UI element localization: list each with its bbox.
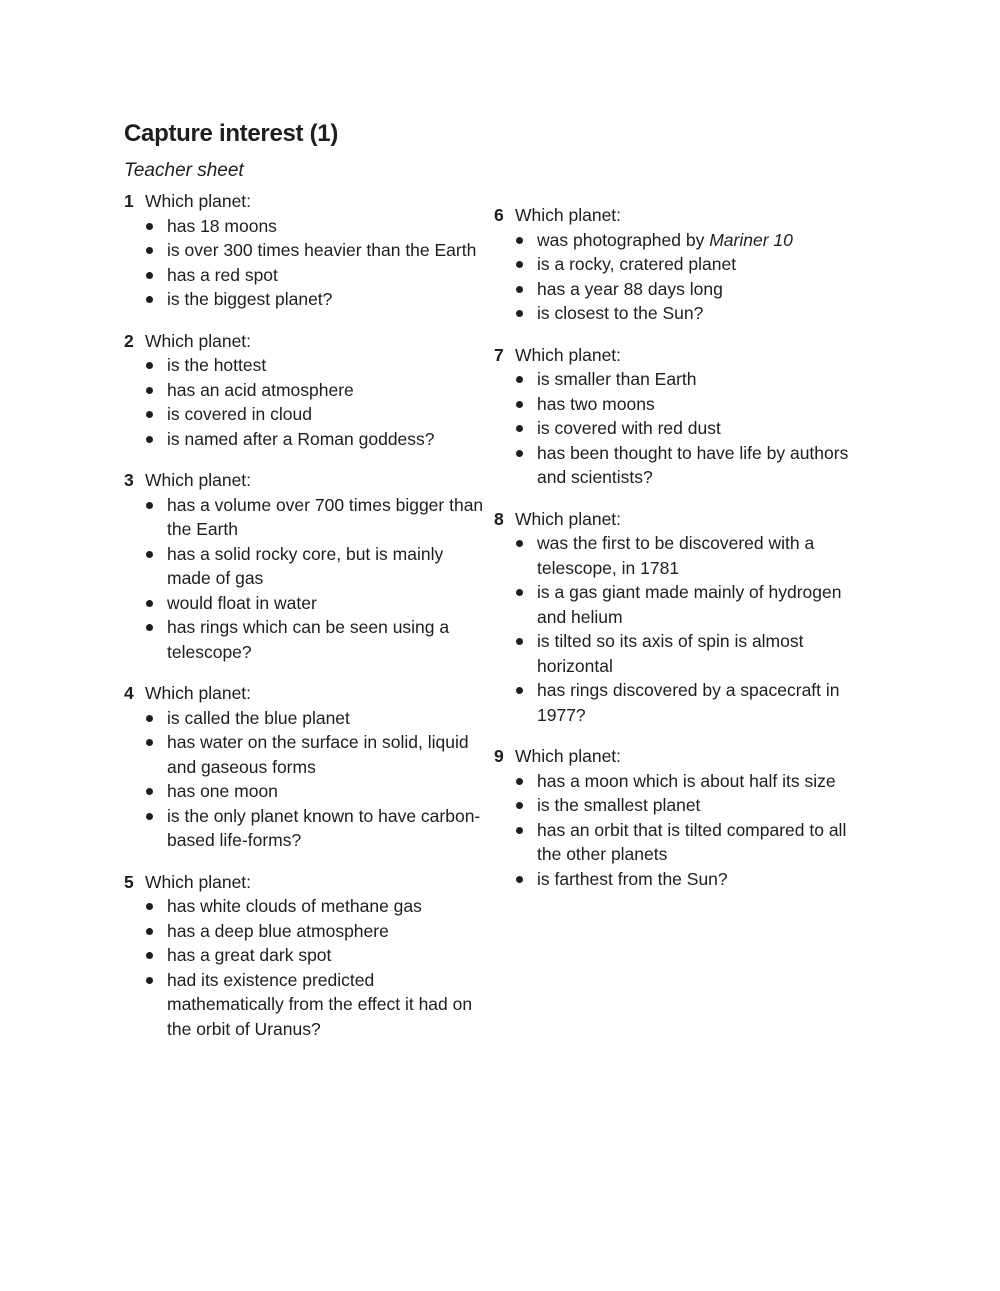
- bullet-text: was the first to be discovered with a telescope, in 1781: [537, 533, 815, 578]
- question-9: [494, 744, 864, 891]
- bullet-item: [124, 706, 484, 731]
- bullet-text: has a moon which is about half its size: [537, 770, 836, 791]
- right-column: [494, 203, 864, 908]
- left-column: [124, 189, 484, 1058]
- question-heading: [124, 870, 484, 895]
- bullet-dot-icon: [516, 237, 523, 244]
- bullet-item: [124, 542, 484, 591]
- bullet-text: is a gas giant made mainly of hydrogen and helium: [537, 582, 842, 627]
- question-heading: [124, 468, 484, 493]
- bullet-dot-icon: [516, 286, 523, 293]
- bullet-text: is over 300 times heavier than the Earth: [167, 240, 477, 260]
- bullet-dot-icon: [516, 261, 523, 268]
- bullet-item: [124, 238, 484, 263]
- bullet-text: has rings discovered by a spacecraft in 1977?: [537, 680, 840, 725]
- bullet-item: [494, 818, 864, 867]
- bullet-dot-icon: [516, 638, 523, 645]
- bullet-dot-icon: [516, 687, 523, 694]
- bullet-text: has white clouds of methane gas: [167, 896, 422, 916]
- question-heading: [124, 681, 484, 706]
- bullet-item: [124, 263, 484, 288]
- page-title: Capture interest (1): [124, 120, 339, 147]
- bullet-item: [124, 730, 484, 779]
- bullet-dot-icon: [516, 778, 523, 785]
- bullet-item: [494, 392, 864, 417]
- question-number: 5: [124, 871, 134, 892]
- bullet-item: [494, 367, 864, 392]
- bullet-item: [494, 301, 864, 326]
- bullet-item: [124, 287, 484, 312]
- question-prompt: Which planet:: [515, 205, 622, 225]
- bullet-text: has a volume over 700 times bigger than the Earth: [167, 494, 484, 539]
- question-8: [494, 507, 864, 728]
- bullet-item: [494, 678, 864, 727]
- bullet-dot-icon: [516, 802, 523, 809]
- bullet-list: [494, 531, 864, 727]
- bullet-item: [124, 804, 484, 853]
- bullet-text: is closest to the Sun?: [537, 303, 704, 323]
- question-number: 9: [494, 746, 504, 766]
- question-6: [494, 203, 864, 326]
- question-prompt: Which planet:: [145, 330, 252, 351]
- bullet-text: is a rocky, cratered planet: [537, 254, 737, 274]
- bullet-text: has an acid atmosphere: [167, 379, 354, 400]
- bullet-item: [124, 214, 484, 239]
- bullet-item: [494, 416, 864, 441]
- bullet-dot-icon: [146, 223, 153, 230]
- bullet-dot-icon: [146, 436, 153, 443]
- bullet-item: [494, 277, 864, 302]
- bullet-dot-icon: [146, 739, 153, 746]
- bullet-item: [494, 867, 864, 892]
- bullet-text: has a year 88 days long: [537, 278, 723, 299]
- bullet-list: [124, 894, 484, 1041]
- question-5: [124, 870, 484, 1042]
- bullet-item: [494, 580, 864, 629]
- bullet-dot-icon: [516, 401, 523, 408]
- bullet-item: [124, 402, 484, 427]
- bullet-dot-icon: [516, 540, 523, 547]
- bullet-item: [124, 591, 484, 616]
- bullet-dot-icon: [146, 247, 153, 254]
- bullet-dot-icon: [146, 551, 153, 558]
- bullet-dot-icon: [146, 928, 153, 935]
- bullet-dot-icon: [146, 502, 153, 509]
- bullet-text: is farthest from the Sun?: [537, 868, 728, 889]
- bullet-list: [494, 228, 864, 326]
- bullet-item: [124, 378, 484, 403]
- question-number: 6: [494, 205, 504, 225]
- question-heading: [124, 189, 484, 214]
- bullet-text: has water on the surface in solid, liquid and gaseous forms: [167, 732, 469, 777]
- bullet-text: has a deep blue atmosphere: [167, 920, 389, 941]
- question-prompt: Which planet:: [515, 746, 622, 766]
- bullet-item: [124, 779, 484, 804]
- bullet-dot-icon: [516, 589, 523, 596]
- bullet-item: [494, 629, 864, 678]
- bullet-emphasis: Mariner 10: [709, 229, 793, 250]
- bullet-item: [494, 531, 864, 580]
- bullet-text: is named after a Roman goddess?: [167, 428, 435, 449]
- bullet-text: has one moon: [167, 781, 278, 801]
- question-2: [124, 329, 484, 452]
- bullet-dot-icon: [146, 903, 153, 910]
- bullet-text: has been thought to have life by authors and scientists?: [537, 442, 849, 487]
- page-subtitle: Teacher sheet: [124, 160, 244, 181]
- bullet-text: is the biggest planet?: [167, 289, 333, 309]
- bullet-text: is covered in cloud: [167, 404, 312, 424]
- bullet-text: has a great dark spot: [167, 945, 332, 965]
- bullet-text: had its existence predicted mathematically from the effect it had on the orbit of Uranus?: [167, 969, 473, 1039]
- question-1: [124, 189, 484, 312]
- bullet-item: [494, 252, 864, 277]
- bullet-item: [124, 968, 484, 1042]
- bullet-list: [124, 706, 484, 853]
- question-prompt: Which planet:: [145, 191, 252, 211]
- bullet-item: [494, 441, 864, 490]
- question-prompt: Which planet:: [515, 344, 622, 365]
- bullet-dot-icon: [146, 362, 153, 369]
- bullet-dot-icon: [146, 387, 153, 394]
- bullet-dot-icon: [146, 788, 153, 795]
- bullet-text: was photographed by: [537, 229, 710, 250]
- bullet-item: [124, 493, 484, 542]
- bullet-dot-icon: [516, 425, 523, 432]
- question-number: 4: [124, 683, 134, 703]
- bullet-text: has a solid rocky core, but is mainly made of gas: [167, 543, 444, 588]
- bullet-dot-icon: [516, 376, 523, 383]
- bullet-list: [494, 769, 864, 892]
- bullet-text: has rings which can be seen using a telescope?: [167, 617, 450, 662]
- bullet-text: would float in water: [167, 592, 317, 613]
- question-prompt: Which planet:: [515, 508, 622, 529]
- question-number: 1: [124, 191, 134, 211]
- bullet-text: is the hottest: [167, 355, 267, 375]
- bullet-dot-icon: [146, 624, 153, 631]
- bullet-text: is tilted so its axis of spin is almost horizontal: [537, 631, 804, 676]
- question-heading: [494, 744, 864, 769]
- question-prompt: Which planet:: [145, 871, 252, 892]
- question-number: 2: [124, 330, 134, 351]
- bullet-dot-icon: [516, 827, 523, 834]
- question-number: 7: [494, 344, 504, 365]
- question-prompt: Which planet:: [145, 470, 252, 490]
- bullet-text: is the only planet known to have carbon-based life-forms?: [167, 805, 481, 850]
- bullet-item: [494, 228, 864, 253]
- bullet-dot-icon: [146, 411, 153, 418]
- bullet-dot-icon: [146, 296, 153, 303]
- bullet-text: is the smallest planet: [537, 795, 701, 815]
- bullet-list: [124, 493, 484, 665]
- bullet-dot-icon: [146, 813, 153, 820]
- bullet-dot-icon: [146, 600, 153, 607]
- bullet-item: [124, 943, 484, 968]
- bullet-dot-icon: [146, 952, 153, 959]
- question-heading: [494, 343, 864, 368]
- bullet-item: [124, 919, 484, 944]
- question-heading: [124, 329, 484, 354]
- bullet-dot-icon: [146, 272, 153, 279]
- question-3: [124, 468, 484, 664]
- question-4: [124, 681, 484, 853]
- bullet-dot-icon: [516, 450, 523, 457]
- bullet-dot-icon: [146, 715, 153, 722]
- bullet-item: [124, 894, 484, 919]
- bullet-item: [124, 615, 484, 664]
- bullet-list: [124, 214, 484, 312]
- bullet-item: [494, 769, 864, 794]
- bullet-item: [124, 353, 484, 378]
- bullet-text: is called the blue planet: [167, 707, 350, 728]
- bullet-text: has an orbit that is tilted compared to all the other planets: [537, 819, 847, 864]
- bullet-dot-icon: [516, 876, 523, 883]
- bullet-list: [124, 353, 484, 451]
- question-7: [494, 343, 864, 490]
- bullet-text: has a red spot: [167, 264, 278, 285]
- bullet-dot-icon: [146, 977, 153, 984]
- question-number: 3: [124, 470, 134, 490]
- bullet-text: is smaller than Earth: [537, 369, 697, 389]
- question-heading: [494, 507, 864, 532]
- bullet-text: has 18 moons: [167, 215, 277, 236]
- question-prompt: Which planet:: [145, 683, 252, 703]
- question-number: 8: [494, 508, 504, 529]
- bullet-text: is covered with red dust: [537, 418, 721, 438]
- bullet-item: [124, 427, 484, 452]
- bullet-list: [494, 367, 864, 490]
- bullet-text: has two moons: [537, 393, 655, 414]
- bullet-dot-icon: [516, 310, 523, 317]
- bullet-item: [494, 793, 864, 818]
- question-heading: [494, 203, 864, 228]
